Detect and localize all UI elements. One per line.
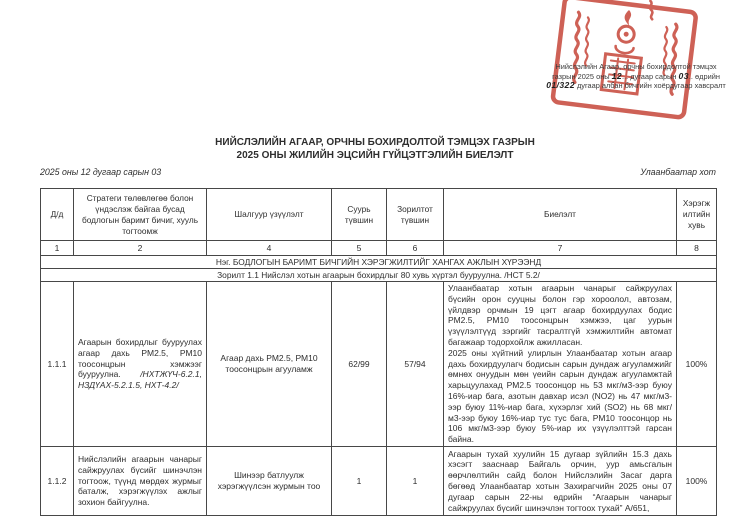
handwritten-doc-number: 01/322 [546, 80, 575, 91]
row-baseline-value: 1 [332, 446, 387, 515]
col-header-policy: Стратеги төлөвлөгөө болон үндэслэж байгаа бусад бодлогын баримт бичиг, хууль тогтоомж [74, 189, 207, 241]
col-num-5: 5 [332, 241, 387, 256]
row-policy-cell [74, 446, 207, 515]
row-target-value: 1 [387, 446, 444, 515]
row-baseline-value: 62/99 [332, 282, 387, 447]
table-row [41, 282, 717, 447]
col-num-7: 7 [444, 241, 677, 256]
document-title-line1: НИЙСЛЭЛИЙН АГААР, ОРЧНЫ БОХИРДОЛТОЙ ТЭМЦЭХ ГАЗРЫН [215, 137, 535, 148]
document-title [0, 137, 750, 162]
row-result-paragraph-1: Агаарын тухай хуулийн 15 дугаар зүйлийн 15.3 дахь хэсэгт зааснаар Байгаль орчин, уур амьсгалын өөрчлөлтийн сайд болон Нийслэлийн Засаг дарга бөгөөд Улаанбаатар хотын Захирагчийн 2025 оны 07 дугаар сарын 22-ны өдрийн “Агаарын чанарыг сайжруулах бүсийг шинэчлэн тогтоох тухай” А/651, [448, 448, 672, 513]
stamp-line1-text: Нийслэлийн Агаар, орчны бохирдолтой тэмцэх [555, 62, 717, 71]
row-percent-value: 100% [677, 282, 717, 447]
stamp-line2-mid: ... дугаар сарын [622, 71, 679, 81]
col-header-baseline: Суурь түвшин [332, 189, 387, 241]
row-result-paragraph-2: 2025 оны хүйтний улирлын Улаанбаатар хотын агаар дахь бохирдуулагч бодисын сарын дундаж агууламжийг өмнөх онуудын мөн үеийн сарын дундаж агууламжтай харьцуулахад РМ2.5 тоосонцор нь 53 мкг/м3-ээр буюу 16%-иар бага, азотын давхар исэл (NO2) нь 47 мкг/м3-ээр буюу 11%-иар бага, хүхэрлэг хий (SO2) нь 68 мкг/м3-ээр буюу 16%-иар тус тус бага, РМ10 тоосонцор нь 106 мкг/м3-ээр буюу 5%-иар их үзүүлэлттэй гарсан байна. [448, 347, 672, 445]
stamp-annotation [524, 62, 748, 91]
col-num-6: 6 [387, 241, 444, 256]
performance-table [40, 188, 717, 516]
row-policy-text: Агаарын бохирдлыг бууруулах агаар дахь РМ2.5, РМ10 тоосонцрын хэмжээг бууруулна. [78, 336, 202, 380]
document-city: Улаанбаатар хот [640, 167, 716, 177]
table-column-numbers-row [41, 241, 717, 256]
stamp-line2-post: .. өдрийн [688, 71, 720, 81]
handwritten-day: 03 [678, 70, 689, 81]
document-meta-row [40, 167, 716, 177]
row-policy-text: Нийслэлийн агаарын чанарыг сайжруулах бүсийг шинэчлэн тогтоож, түүнд мөрдөх журмыг баталж, хэрэгжүүлэх ажлыг зохион байгуулна. [78, 453, 202, 508]
col-num-4: 4 [207, 241, 332, 256]
section-header-text: Нэг. БОДЛОГЫН БАРИМТ БИЧГИЙН ХЭРЭГЖИЛТИЙГ ХАНГАХ АЖЛЫН ХҮРЭЭНД [41, 256, 717, 269]
col-num-8: 8 [677, 241, 717, 256]
document-title-line2: 2025 ОНЫ ЖИЛИЙН ЭЦСИЙН ГҮЙЦЭТГЭЛИЙН БИЕЛЭЛТ [236, 149, 514, 161]
row-policy-cell [74, 282, 207, 447]
table-row [41, 446, 717, 515]
row-indicator: Шинээр батлуулж хэрэгжүүлсэн журмын тоо [207, 446, 332, 515]
row-result-cell [444, 282, 677, 447]
col-header-number: Д/д [41, 189, 74, 241]
table-header-row [41, 189, 717, 241]
document-date: 2025 оны 12 дугаар сарын 03 [40, 167, 162, 177]
stamp-line2-pre: газрын 2025 оны [552, 71, 612, 81]
col-num-1: 1 [41, 241, 74, 256]
col-header-result: Биелэлт [444, 189, 677, 241]
row-target-value: 57/94 [387, 282, 444, 447]
stamp-annotation-line1 [524, 62, 748, 72]
row-id: 1.1.2 [41, 446, 74, 515]
col-header-indicator: Шалгуур үзүүлэлт [207, 189, 332, 241]
stamp-annotation-line3 [524, 81, 748, 91]
row-percent-value: 100% [677, 446, 717, 515]
stamp-line3-text: дугаар албан бичгийн хоёрдугаар хавсралт [574, 81, 726, 91]
handwritten-month: 12 [611, 70, 622, 81]
col-num-2: 2 [74, 241, 207, 256]
row-policy-reference: /НХТЖҮЧ-6.2.1, НЗДҮАХ-5.2.1.5, НХТ-4.2/ [78, 369, 202, 391]
row-indicator: Агаар дахь РМ2.5, РМ10 тоосонцрын агууламж [207, 282, 332, 447]
objective-header-row [41, 269, 717, 282]
row-result-cell [444, 446, 677, 515]
col-header-percent: Хэрэгж илтийн хувь [677, 189, 717, 241]
objective-header-text: Зорилт 1.1 Нийслэл хотын агаарын бохирдлыг 80 хувь хүртэл бууруулна. /НСТ 5.2/ [41, 269, 717, 282]
col-header-target: Зорилтот түвшин [387, 189, 444, 241]
row-id: 1.1.1 [41, 282, 74, 447]
row-result-paragraph-1: Улаанбаатар хотын агаарын чанарыг сайжруулах бүсийн орон сууцны болон гэр хороолол, автозам, үйлдвэр орчмын 19 цэгт агаар бохирдуулах бодис РМ2.5, РМ10 тоосонцрын хэмжээ, цаг уурын үзүүлэлтүүд зэргийг тасралтгүй хэмжилтийн автомат багажаар тодорхойлж ажилласан. [448, 283, 672, 347]
section-header-row [41, 256, 717, 269]
